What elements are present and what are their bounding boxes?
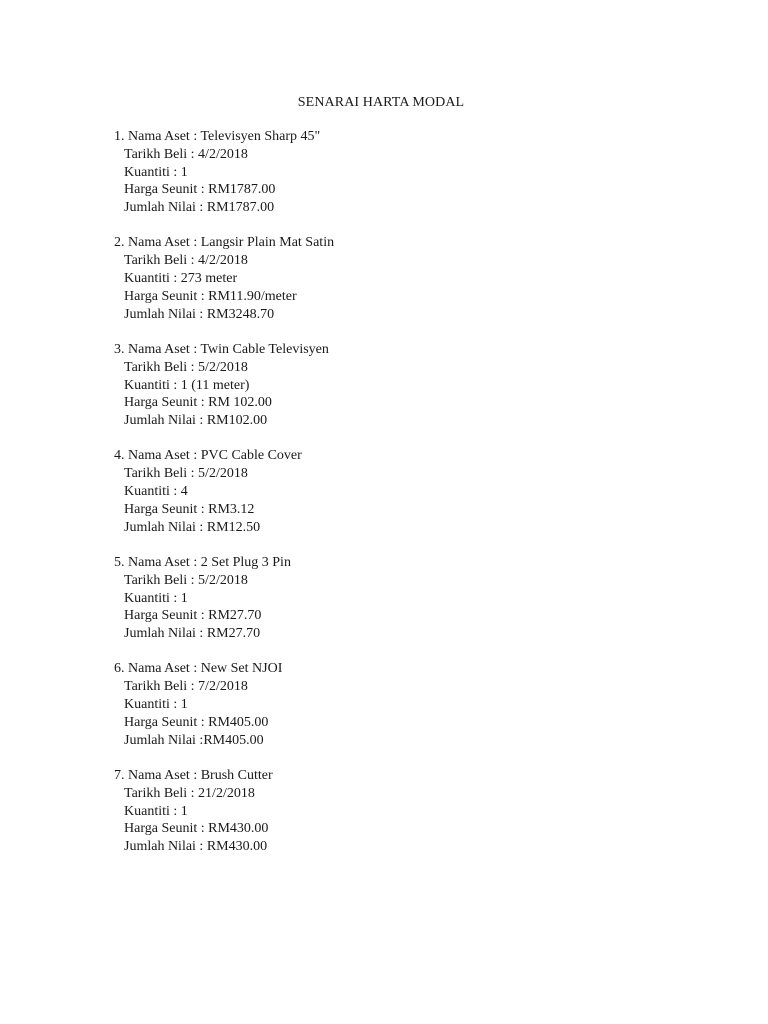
asset-name: Nama Aset : PVC Cable Cover [128, 448, 302, 464]
asset-quantity: Kuantiti : 1 [124, 164, 188, 180]
asset-name-line [114, 660, 674, 678]
asset-name: Nama Aset : Brush Cutter [128, 767, 273, 783]
asset-item-3 [114, 341, 674, 430]
asset-number: 2. [114, 235, 125, 251]
asset-total-value: Jumlah Nilai : RM12.50 [124, 519, 261, 535]
asset-item-5 [114, 554, 674, 643]
asset-quantity: Kuantiti : 4 [124, 484, 188, 500]
asset-number: 3. [114, 341, 125, 357]
asset-name-line [114, 767, 674, 785]
asset-quantity: Kuantiti : 1 (11 meter) [124, 377, 250, 393]
asset-total-value: Jumlah Nilai : RM3248.70 [124, 306, 275, 322]
asset-purchase-date: Tarikh Beli : 21/2/2018 [124, 785, 255, 801]
asset-unit-price: Harga Seunit : RM405.00 [124, 714, 269, 730]
asset-item-7 [114, 767, 674, 856]
asset-unit-price: Harga Seunit : RM3.12 [124, 501, 255, 517]
asset-number: 5. [114, 554, 125, 570]
asset-item-1 [114, 128, 674, 217]
asset-item-6 [114, 660, 674, 749]
asset-total-value: Jumlah Nilai : RM430.00 [124, 839, 268, 855]
asset-unit-price: Harga Seunit : RM11.90/meter [124, 288, 297, 304]
asset-quantity: Kuantiti : 1 [124, 803, 188, 819]
asset-total-value: Jumlah Nilai : RM27.70 [124, 626, 261, 642]
asset-quantity: Kuantiti : 1 [124, 697, 188, 713]
asset-unit-price: Harga Seunit : RM430.00 [124, 821, 269, 837]
asset-quantity: Kuantiti : 1 [124, 590, 188, 606]
asset-purchase-date: Tarikh Beli : 5/2/2018 [124, 466, 248, 482]
asset-list [114, 128, 674, 873]
asset-number: 1. [114, 129, 125, 144]
asset-name-line [114, 447, 674, 465]
asset-number: 6. [114, 661, 125, 677]
asset-total-value: Jumlah Nilai :RM405.00 [124, 732, 264, 748]
asset-purchase-date: Tarikh Beli : 5/2/2018 [124, 359, 248, 375]
asset-name: Nama Aset : Langsir Plain Mat Satin [128, 235, 335, 251]
asset-quantity: Kuantiti : 273 meter [124, 271, 238, 287]
asset-unit-price: Harga Seunit : RM 102.00 [124, 395, 272, 411]
asset-name: Nama Aset : New Set NJOI [128, 661, 283, 677]
asset-purchase-date: Tarikh Beli : 7/2/2018 [124, 679, 248, 695]
asset-name: Nama Aset : Televisyen Sharp 45" [128, 129, 321, 144]
asset-number: 4. [114, 448, 125, 464]
asset-name: Nama Aset : Twin Cable Televisyen [128, 341, 329, 357]
asset-unit-price: Harga Seunit : RM1787.00 [124, 182, 276, 198]
asset-name-line [114, 128, 674, 146]
asset-purchase-date: Tarikh Beli : 4/2/2018 [124, 146, 248, 162]
asset-name-line [114, 341, 674, 359]
page-title: SENARAI HARTA MODAL [297, 95, 465, 110]
asset-purchase-date: Tarikh Beli : 4/2/2018 [124, 253, 248, 269]
asset-number: 7. [114, 767, 125, 783]
asset-item-2 [114, 234, 674, 323]
asset-name-line [114, 554, 674, 572]
asset-unit-price: Harga Seunit : RM27.70 [124, 608, 262, 624]
asset-name-line [114, 234, 674, 252]
asset-item-4 [114, 447, 674, 536]
asset-total-value: Jumlah Nilai : RM102.00 [124, 413, 268, 429]
asset-total-value: Jumlah Nilai : RM1787.00 [124, 200, 275, 216]
asset-purchase-date: Tarikh Beli : 5/2/2018 [124, 572, 248, 588]
asset-name: Nama Aset : 2 Set Plug 3 Pin [128, 554, 291, 570]
